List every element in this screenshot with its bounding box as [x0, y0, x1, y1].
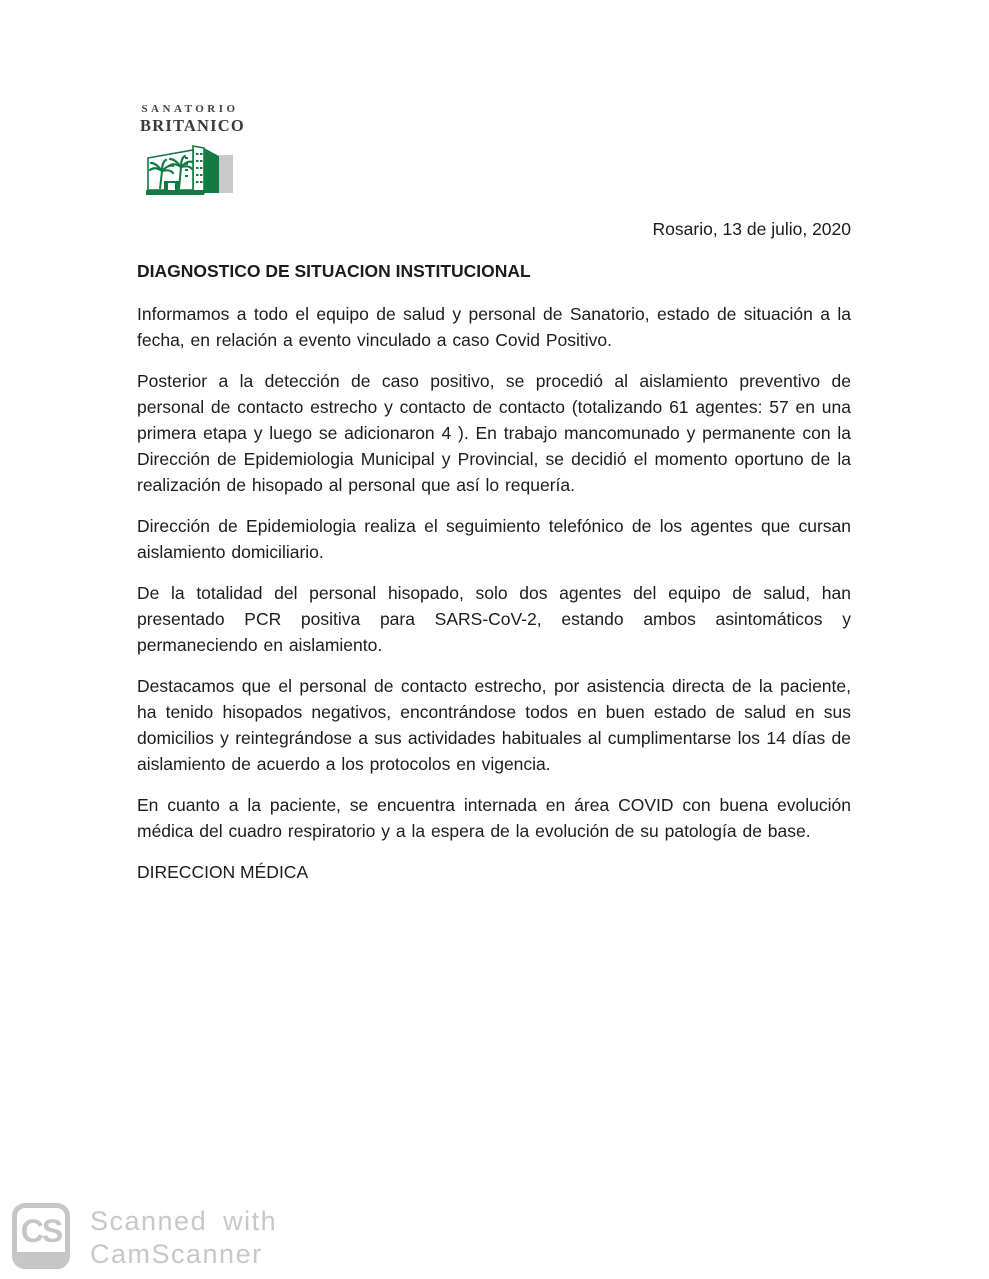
hospital-building-icon — [140, 143, 240, 204]
camscanner-caption-line2: CamScanner — [90, 1239, 263, 1269]
body-paragraph: De la totalidad del personal hisopado, solo dos agentes del equipo de salud, han presentado PCR positiva para SARS-CoV-2, estando ambos asintomáticos y permaneciendo en aislamiento. — [137, 583, 851, 655]
logo-text-sanatorio: SANATORIO — [141, 103, 239, 115]
body-paragraph: Posterior a la detección de caso positivo, se procedió al aislamiento preventivo de personal de contacto estrecho y contacto de contacto (totalizando 61 agentes: 57 en una primera etapa y luego se adicionaron 4 ). En trabajo mancomunado y permanente con la Dirección de Epidemiologia Municipal y Provincial, se decidió el momento oportuno de la realización de hisopado al personal que así lo requería. — [137, 371, 851, 495]
camscanner-caption-line1: Scanned with — [90, 1206, 278, 1236]
body-paragraph: Informamos a todo el equipo de salud y personal de Sanatorio, estado de situación a la fecha, en relación a evento vinculado a caso Covid Positivo. — [137, 304, 851, 350]
body-paragraphs — [137, 301, 851, 844]
camscanner-watermark — [12, 1203, 277, 1271]
signature-direccion-medica: DIRECCION MÉDICA — [137, 862, 309, 882]
cs-icon-bottom-bar — [17, 1252, 65, 1264]
camscanner-caption — [90, 1205, 277, 1271]
cs-icon-letters: CS — [20, 1213, 62, 1249]
sanatorio-britanico-logo — [140, 103, 245, 204]
camscanner-cs-icon — [12, 1203, 70, 1269]
document-title: DIAGNOSTICO DE SITUACION INSTITUCIONAL — [137, 261, 531, 281]
body-paragraph: Dirección de Epidemiologia realiza el seguimiento telefónico de los agentes que cursan aislamiento domiciliario. — [137, 516, 851, 562]
body-paragraph: En cuanto a la paciente, se encuentra internada en área COVID con buena evolución médica del cuadro respiratorio y a la espera de la evolución de su patología de base. — [137, 795, 851, 841]
logo-text-britanico: BRITANICO — [140, 116, 245, 135]
body-paragraph: Destacamos que el personal de contacto estrecho, por asistencia directa de la paciente, ha tenido hisopados negativos, encontrándose todos en buen estado de salud en sus domicilios y reintegrándose a sus actividades habituales al cumplimentarse los 14 días de aislamiento de acuerdo a los protocolos en vigencia. — [137, 676, 851, 774]
date-line: Rosario, 13 de julio, 2020 — [652, 219, 851, 239]
letter-body — [137, 216, 851, 885]
